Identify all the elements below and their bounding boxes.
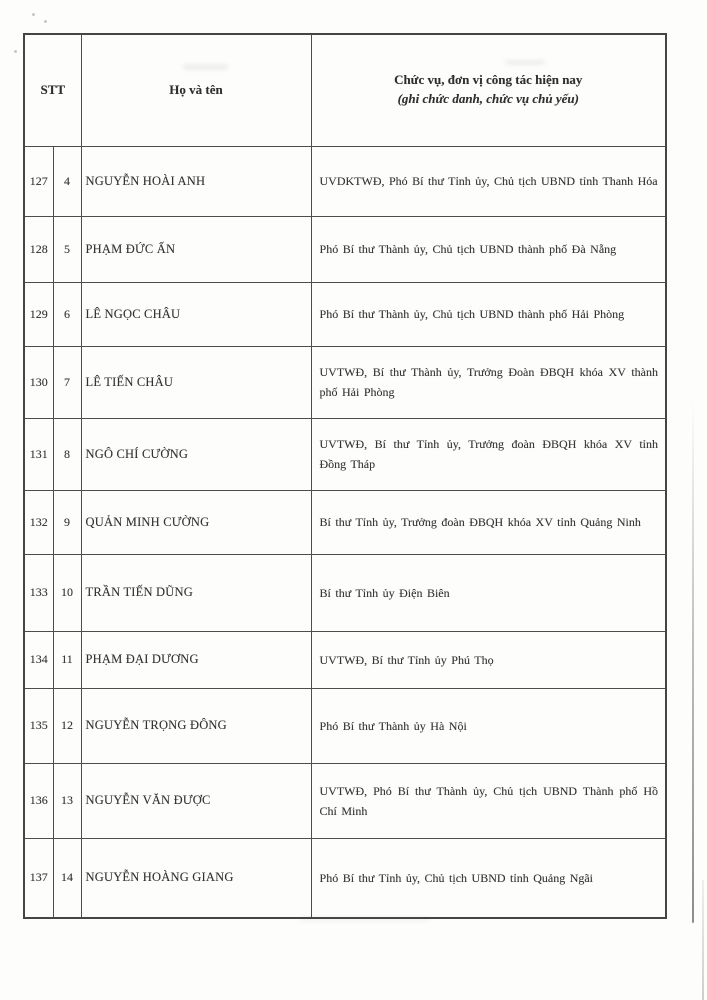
name-cell: NGÔ CHÍ CƯỜNG <box>81 418 311 490</box>
name-cell: LÊ TIẾN CHÂU <box>81 346 311 418</box>
sub-stt-cell: 13 <box>53 763 81 838</box>
header-position-title: Chức vụ, đơn vị công tác hiện nay <box>394 72 583 88</box>
stt-cell: 131 <box>24 418 53 490</box>
name-cell: QUẢN MINH CƯỜNG <box>81 490 311 554</box>
scan-artifact-line <box>702 880 704 1000</box>
header-position <box>311 34 666 146</box>
stt-cell: 136 <box>24 763 53 838</box>
sub-stt-cell: 5 <box>53 216 81 282</box>
position-cell: Bí thư Tỉnh ủy, Trưởng đoàn ĐBQH khóa XV tỉnh Quảng Ninh <box>311 490 666 554</box>
name-cell: TRẦN TIẾN DŨNG <box>81 554 311 631</box>
sub-stt-cell: 14 <box>53 838 81 918</box>
sub-stt-cell: 8 <box>53 418 81 490</box>
header-name: Họ và tên <box>81 34 311 146</box>
name-cell: PHẠM ĐẠI DƯƠNG <box>81 631 311 688</box>
table-row <box>24 631 666 688</box>
position-cell: Phó Bí thư Thành ủy, Chủ tịch UBND thành phố Hải Phòng <box>311 282 666 346</box>
position-cell: Phó Bí thư Thành ủy, Chủ tịch UBND thành phố Đà Nẵng <box>311 216 666 282</box>
name-cell: NGUYỄN VĂN ĐƯỢC <box>81 763 311 838</box>
stt-cell: 135 <box>24 688 53 763</box>
name-cell: LÊ NGỌC CHÂU <box>81 282 311 346</box>
sub-stt-cell: 6 <box>53 282 81 346</box>
position-cell: UVTWĐ, Bí thư Tỉnh ủy Phú Thọ <box>311 631 666 688</box>
stt-cell: 129 <box>24 282 53 346</box>
sub-stt-cell: 10 <box>53 554 81 631</box>
table-row <box>24 490 666 554</box>
name-cell: PHẠM ĐỨC ẤN <box>81 216 311 282</box>
table-row <box>24 763 666 838</box>
officials-table <box>23 33 667 919</box>
stt-cell: 128 <box>24 216 53 282</box>
table-row <box>24 838 666 918</box>
table-row <box>24 688 666 763</box>
sub-stt-cell: 11 <box>53 631 81 688</box>
scan-speck <box>32 13 35 16</box>
stt-cell: 133 <box>24 554 53 631</box>
sub-stt-cell: 9 <box>53 490 81 554</box>
name-cell: NGUYỄN HOÀI ANH <box>81 146 311 216</box>
sub-stt-cell: 7 <box>53 346 81 418</box>
stt-cell: 127 <box>24 146 53 216</box>
sub-stt-cell: 12 <box>53 688 81 763</box>
table-row <box>24 418 666 490</box>
table-row <box>24 146 666 216</box>
scan-artifact-line <box>692 400 694 923</box>
table-row <box>24 346 666 418</box>
table-row <box>24 216 666 282</box>
position-cell: UVDKTWĐ, Phó Bí thư Tỉnh ủy, Chủ tịch UBND tỉnh Thanh Hóa <box>311 146 666 216</box>
position-cell: Phó Bí thư Tỉnh ủy, Chủ tịch UBND tỉnh Quảng Ngãi <box>311 838 666 918</box>
header-stt: STT <box>24 34 81 146</box>
position-cell: Phó Bí thư Thành ủy Hà Nội <box>311 688 666 763</box>
table-row <box>24 282 666 346</box>
scan-speck <box>44 20 47 23</box>
position-cell: UVTWĐ, Bí thư Tỉnh ủy, Trưởng đoàn ĐBQH khóa XV tỉnh Đồng Tháp <box>311 418 666 490</box>
table-row <box>24 554 666 631</box>
scan-speck <box>14 50 17 53</box>
header-position-subtitle: (ghi chức danh, chức vụ chủ yếu) <box>397 91 579 107</box>
position-cell: UVTWĐ, Phó Bí thư Thành ủy, Chủ tịch UBND Thành phố Hồ Chí Minh <box>311 763 666 838</box>
table-header-row <box>24 34 666 146</box>
stt-cell: 134 <box>24 631 53 688</box>
sub-stt-cell: 4 <box>53 146 81 216</box>
position-cell: UVTWĐ, Bí thư Thành ủy, Trưởng Đoàn ĐBQH khóa XV thành phố Hải Phòng <box>311 346 666 418</box>
stt-cell: 132 <box>24 490 53 554</box>
name-cell: NGUYỄN TRỌNG ĐÔNG <box>81 688 311 763</box>
position-cell: Bí thư Tỉnh ủy Điện Biên <box>311 554 666 631</box>
stt-cell: 130 <box>24 346 53 418</box>
stt-cell: 137 <box>24 838 53 918</box>
name-cell: NGUYỄN HOÀNG GIANG <box>81 838 311 918</box>
